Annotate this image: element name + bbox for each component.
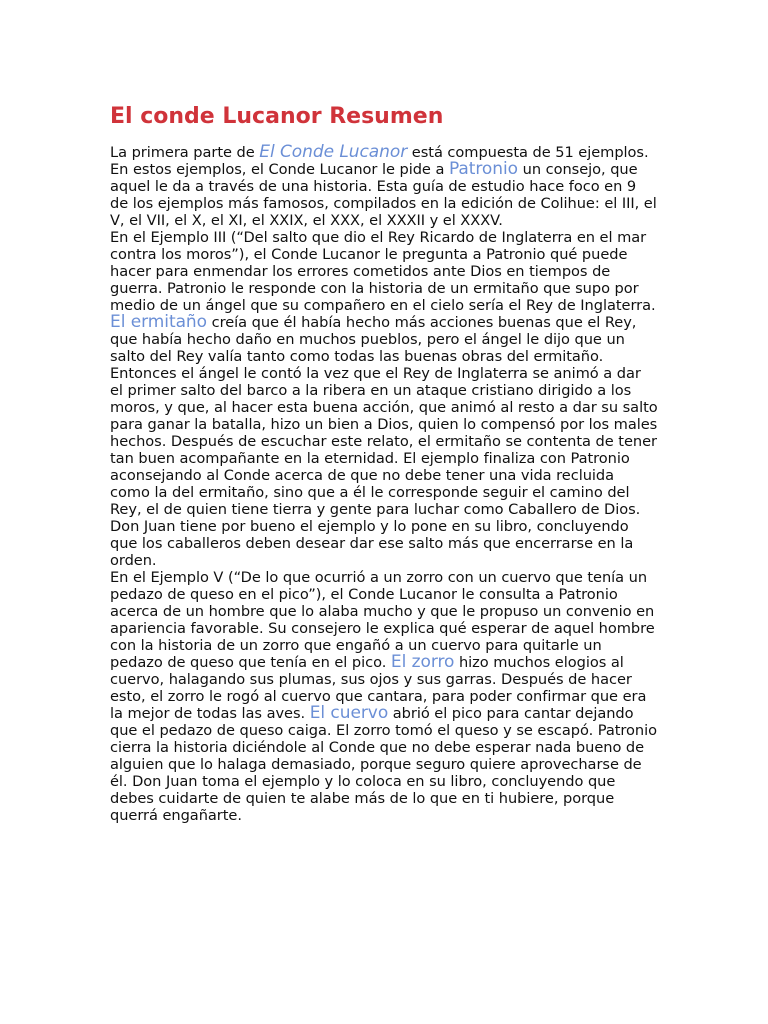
- link-el-conde-lucanor[interactable]: El Conde Lucanor: [259, 142, 408, 162]
- paragraph-ejemplo-iii: [110, 229, 658, 569]
- paragraph-text: En el Ejemplo V (“De lo que ocurrió a un zorro con un cuervo que tenía un pedazo de queso en el pico”), el Conde Lucanor le consulta a Patronio acerca de un hombre que lo alaba mucho y que le propuso un convenio en apariencia favorable. Su consejero le explica qué esperar de aquel hombre con la historia de un zorro que engañó a un cuervo para quitarle un pedazo de queso que tenía en el pico.: [110, 569, 655, 671]
- link-el-cuervo[interactable]: El cuervo: [309, 703, 389, 723]
- paragraph-text: un consejo, que aquel le da a través de una historia. Esta guía de estudio hace foco en 9 de los ejemplos más famosos, compilados en la edición de Colihue: el III, el V, el VII, el X, el XI, el XXIX, el XXX, el XXXII y el XXXV.: [110, 161, 657, 229]
- document-title: El conde Lucanor Resumen: [110, 104, 444, 129]
- paragraph-intro: [110, 144, 658, 229]
- paragraph-ejemplo-v: [110, 569, 658, 824]
- paragraph-text: hizo muchos elogios al cuervo, halagando sus plumas, sus ojos y sus garras. Después de hacer esto, el zorro le rogó al cuervo que cantara, para poder confirmar que era la mejor de todas las aves.: [110, 654, 647, 722]
- paragraph-text: está compuesta de 51 ejemplos. En estos ejemplos, el Conde Lucanor le pide a: [110, 144, 649, 178]
- link-el-ermitano[interactable]: El ermitaño: [110, 312, 208, 332]
- link-patronio[interactable]: Patronio: [448, 159, 519, 179]
- paragraph-text: La primera parte de: [110, 144, 260, 161]
- link-el-zorro[interactable]: El zorro: [390, 652, 455, 672]
- document-page: [110, 100, 658, 824]
- paragraph-text: En el Ejemplo III (“Del salto que dio el Rey Ricardo de Inglaterra en el mar contra los moros”), el Conde Lucanor le pregunta a Patronio qué puede hacer para enmendar los errores cometidos ante Dios en tiempos de guerra. Patronio le responde con la historia de un ermitaño que supo por medio de un ángel que su compañero en el cielo sería el Rey de Inglaterra.: [110, 229, 656, 314]
- paragraph-text: abrió el pico para cantar dejando que el pedazo de queso caiga. El zorro tomó el queso y se escapó. Patronio cierra la historia diciéndole al Conde que no debe esperar nada bueno de alguien que lo halaga demasiado, porque seguro quiere aprovecharse de él. Don Juan toma el ejemplo y lo coloca en su libro, concluyendo que debes cuidarte de quien te alabe más de lo que en ti hubiere, porque querrá engañarte.: [110, 705, 658, 824]
- paragraph-text: creía que él había hecho más acciones buenas que el Rey, que había hecho daño en muchos pueblos, pero el ángel le dijo que un salto del Rey valía tanto como todas las buenas obras del ermitaño. Entonces el ángel le contó la vez que el Rey de Inglaterra se animó a dar el primer salto del barco a la ribera en un ataque cristiano dirigido a los moros, y que, al hacer esta buena acción, que animó al resto a dar su salto para ganar la batalla, hizo un bien a Dios, quien lo compensó por los males hechos. Después de escuchar este relato, el ermitaño se contenta de tener tan buen acompañante en la eternidad. El ejemplo finaliza con Patronio aconsejando al Conde acerca de que no debe tener una vida recluida como la del ermitaño, sino que a él le corresponde seguir el camino del Rey, el de quien tiene tierra y gente para luchar como Caballero de Dios. Don Juan tiene por bueno el ejemplo y lo pone en su libro, concluyendo que los caballeros deben desear dar ese salto más que encerrarse en la orden.: [110, 314, 658, 569]
